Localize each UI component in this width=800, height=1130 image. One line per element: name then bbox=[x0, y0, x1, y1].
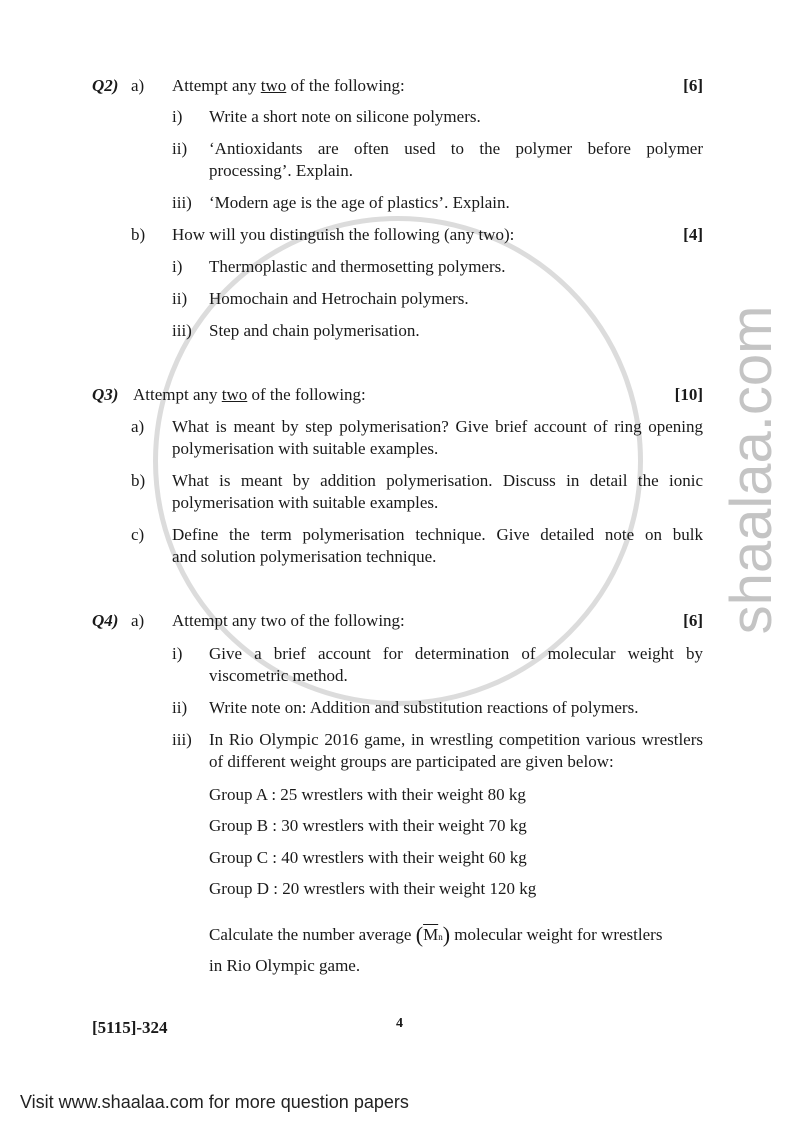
question-label: Q2) bbox=[92, 76, 119, 95]
item-number: ii) bbox=[172, 139, 188, 158]
item-text: processing’. Explain. bbox=[209, 161, 353, 180]
item-text: polymerisation with suitable examples. bbox=[172, 493, 439, 512]
part-letter: a) bbox=[131, 417, 145, 436]
item-number: iii) bbox=[172, 321, 192, 340]
calculation-text: Calculate the number average $(\overline{M}n)$ molecular weight for wrestlers bbox=[209, 922, 663, 947]
item-text: Write a short note on silicone polymers. bbox=[209, 107, 481, 126]
item-number: iii) bbox=[172, 730, 192, 749]
group-line: Group D : 20 wrestlers with their weight 120 kg bbox=[209, 879, 537, 898]
page-number: 4 bbox=[396, 1016, 403, 1031]
item-text: Define the term polymerisation technique. Give detailed note on bulk bbox=[172, 525, 703, 544]
marks: [6] bbox=[683, 76, 703, 95]
group-line: Group B : 30 wrestlers with their weight 70 kg bbox=[209, 816, 527, 835]
item-text: of different weight groups are participated are given below: bbox=[209, 752, 614, 771]
group-line: Group A : 25 wrestlers with their weight 80 kg bbox=[209, 785, 526, 804]
item-text: Write note on: Addition and substitution reactions of polymers. bbox=[209, 698, 639, 717]
item-text: ‘Modern age is the age of plastics’. Explain. bbox=[209, 193, 510, 212]
item-text: and solution polymerisation technique. bbox=[172, 547, 437, 566]
item-text: viscometric method. bbox=[209, 666, 348, 685]
item-text: What is meant by step polymerisation? Give brief account of ring opening bbox=[172, 417, 703, 436]
mn-symbol: $\overline{M}$ bbox=[423, 925, 439, 944]
item-number: i) bbox=[172, 257, 183, 276]
item-text: Give a brief account for determination of molecular weight by bbox=[209, 644, 703, 663]
question-label: Q4) bbox=[92, 611, 119, 630]
question-heading: Attempt any two of the following: bbox=[133, 385, 366, 404]
item-text: Homochain and Hetrochain polymers. bbox=[209, 289, 469, 308]
calculation-text: in Rio Olympic game. bbox=[209, 956, 361, 975]
item-text: What is meant by addition polymerisation. Discuss in detail the ionic bbox=[172, 471, 703, 490]
item-text: Thermoplastic and thermosetting polymers. bbox=[209, 257, 506, 276]
item-number: i) bbox=[172, 644, 183, 663]
part-letter: c) bbox=[131, 525, 145, 544]
item-text: polymerisation with suitable examples. bbox=[172, 439, 439, 458]
watermark-text: shaalaa.com bbox=[719, 305, 784, 635]
item-number: ii) bbox=[172, 289, 188, 308]
group-line: Group C : 40 wrestlers with their weight 60 kg bbox=[209, 848, 527, 867]
marks: [4] bbox=[683, 225, 703, 244]
part-heading: Attempt any two of the following: bbox=[172, 611, 405, 630]
question-label: Q3) bbox=[92, 385, 119, 404]
part-heading: How will you distinguish the following (any two): bbox=[172, 225, 515, 244]
item-text: Step and chain polymerisation. bbox=[209, 321, 420, 340]
item-number: i) bbox=[172, 107, 183, 126]
marks: [10] bbox=[674, 385, 703, 404]
marks: [6] bbox=[683, 611, 703, 630]
part-letter: b) bbox=[131, 471, 146, 490]
paper-code: [5115]-324 bbox=[92, 1018, 168, 1037]
item-text: ‘Antioxidants are often used to the polymer before polymer bbox=[209, 139, 703, 158]
part-letter: a) bbox=[131, 76, 145, 95]
part-heading: Attempt any two of the following: bbox=[172, 76, 405, 95]
item-number: ii) bbox=[172, 698, 188, 717]
item-number: iii) bbox=[172, 193, 192, 212]
website-banner: Visit www.shaalaa.com for more question papers bbox=[20, 1092, 409, 1112]
part-letter: a) bbox=[131, 611, 145, 630]
item-text: In Rio Olympic 2016 game, in wrestling competition various wrestlers bbox=[209, 730, 703, 749]
part-letter: b) bbox=[131, 225, 146, 244]
